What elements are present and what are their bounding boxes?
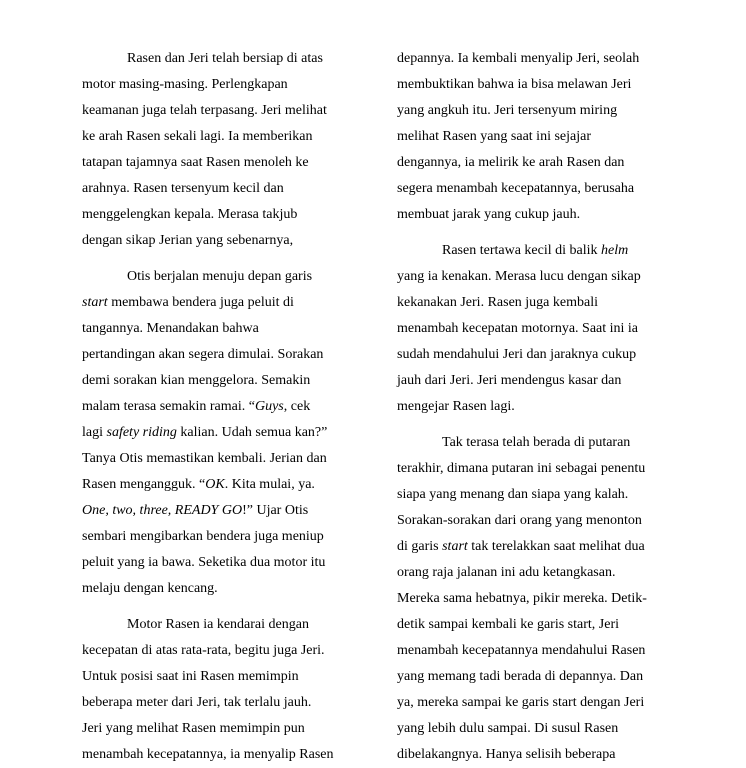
- text-run: membuktikan bahwa ia bisa melawan Jeri: [397, 77, 632, 92]
- text-line: [82, 638, 368, 664]
- text-run: arahnya. Rasen tersenyum kecil dan: [82, 181, 284, 196]
- text-run: menggelengkan kepala. Merasa takjub: [82, 207, 298, 222]
- text-line: [397, 534, 687, 560]
- text-line: [82, 472, 368, 498]
- text-run: kecepatan di atas rata-rata, begitu juga Jeri.: [82, 643, 325, 658]
- text-line: [82, 690, 368, 716]
- text-line: [82, 446, 368, 472]
- text-run: Untuk posisi saat ini Rasen memimpin: [82, 669, 299, 684]
- text-line: [82, 716, 368, 742]
- paragraph-gap: [82, 602, 368, 612]
- italic-text: Guys: [254, 399, 284, 414]
- text-line: [397, 742, 687, 768]
- text-run: Jeri yang melihat Rasen memimpin pun: [82, 721, 305, 736]
- text-line: [397, 560, 687, 586]
- text-run: demi sorakan kian menggelora. Semakin: [82, 373, 311, 388]
- text-run: mengejar Rasen lagi.: [397, 399, 515, 414]
- text-run: kalian. Udah semua kan?”: [176, 425, 328, 440]
- text-run: Rasen dan Jeri telah bersiap di atas: [127, 51, 323, 66]
- text-run: dibelakangnya. Hanya selisih beberapa: [397, 747, 616, 762]
- text-line: [397, 690, 687, 716]
- text-run: !” Ujar Otis: [242, 503, 309, 518]
- paragraph: [397, 238, 687, 420]
- text-run: Motor Rasen ia kendarai dengan: [127, 617, 309, 632]
- text-run: Rasen tertawa kecil di balik: [442, 243, 601, 258]
- text-run: jauh dari Jeri. Jeri mendengus kasar dan: [397, 373, 622, 388]
- text-run: siapa yang menang dan siapa yang kalah.: [397, 487, 629, 502]
- text-run: menambah kecepatannya, ia menyalip Rasen: [82, 747, 334, 762]
- right-column: [397, 46, 687, 768]
- text-run: Mereka sama hebatnya, pikir mereka. Detik-: [397, 591, 647, 606]
- text-line: [397, 316, 687, 342]
- text-line: [397, 202, 687, 228]
- text-line: [82, 342, 368, 368]
- text-run: lagi: [82, 425, 107, 440]
- text-line: [82, 150, 368, 176]
- text-run: malam terasa semakin ramai. “: [82, 399, 255, 414]
- text-run: yang memang tadi berada di depannya. Dan: [397, 669, 644, 684]
- italic-text: OK: [205, 477, 225, 492]
- text-line: [397, 368, 687, 394]
- text-run: tak terelakkan saat melihat dua: [467, 539, 645, 554]
- text-line: [397, 612, 687, 638]
- paragraph: [82, 264, 368, 602]
- text-line: [82, 228, 368, 254]
- text-line: [82, 612, 368, 638]
- text-line: [397, 46, 687, 72]
- text-run: sembari mengibarkan bendera juga meniup: [82, 529, 324, 544]
- text-run: Rasen mengangguk. “: [82, 477, 206, 492]
- text-run: terakhir, dimana putaran ini sebagai penentu: [397, 461, 646, 476]
- text-run: menambah kecepatan motornya. Saat ini ia: [397, 321, 639, 336]
- text-line: [82, 98, 368, 124]
- text-line: [82, 46, 368, 72]
- text-run: ke arah Rasen sekali lagi. Ia memberikan: [82, 129, 313, 144]
- text-line: [82, 202, 368, 228]
- text-run: detik sampai kembali ke garis start, Jeri: [397, 617, 619, 632]
- text-run: yang lebih dulu sampai. Di susul Rasen: [397, 721, 619, 736]
- text-line: [82, 316, 368, 342]
- text-run: segera menambah kecepatannya, berusaha: [397, 181, 635, 196]
- italic-text: start: [442, 539, 468, 554]
- text-line: [397, 238, 687, 264]
- text-run: pertandingan akan segera dimulai. Sorakan: [82, 347, 324, 362]
- text-run: membawa bendera juga peluit di: [107, 295, 294, 310]
- italic-text: One, two, three, READY GO: [82, 503, 243, 518]
- text-line: [82, 498, 368, 524]
- text-run: kekanakan Jeri. Rasen juga kembali: [397, 295, 598, 310]
- text-line: [397, 98, 687, 124]
- paragraph-gap: [397, 420, 687, 430]
- text-line: [82, 524, 368, 550]
- italic-text: start: [82, 295, 108, 310]
- text-line: [397, 482, 687, 508]
- text-run: orang raja jalanan ini adu ketangkasan.: [397, 565, 616, 580]
- paragraph: [82, 612, 368, 768]
- text-line: [82, 124, 368, 150]
- text-run: depannya. Ia kembali menyalip Jeri, seolah: [397, 51, 640, 66]
- text-line: [82, 290, 368, 316]
- text-line: [397, 176, 687, 202]
- text-line: [397, 716, 687, 742]
- text-line: [82, 176, 368, 202]
- paragraph: [397, 46, 687, 228]
- text-run: di garis: [397, 539, 443, 554]
- text-line: [397, 264, 687, 290]
- text-run: menambah kecepatannya mendahului Rasen: [397, 643, 646, 658]
- italic-text: safety riding: [106, 425, 177, 440]
- text-line: [397, 430, 687, 456]
- text-line: [397, 664, 687, 690]
- text-run: keamanan juga telah terpasang. Jeri melihat: [82, 103, 327, 118]
- text-line: [397, 290, 687, 316]
- paragraph: [82, 46, 368, 254]
- text-run: . Kita mulai, ya.: [224, 477, 315, 492]
- text-run: Tak terasa telah berada di putaran: [442, 435, 631, 450]
- text-line: [82, 742, 368, 768]
- text-line: [82, 72, 368, 98]
- text-run: yang angkuh itu. Jeri tersenyum miring: [397, 103, 618, 118]
- text-line: [397, 72, 687, 98]
- paragraph-gap: [397, 228, 687, 238]
- text-line: [397, 638, 687, 664]
- text-line: [82, 576, 368, 602]
- italic-text: helm: [601, 243, 629, 258]
- text-line: [397, 150, 687, 176]
- paragraph: [397, 430, 687, 768]
- text-run: peluit yang ia bawa. Seketika dua motor itu: [82, 555, 326, 570]
- text-run: sudah mendahului Jeri dan jaraknya cukup: [397, 347, 637, 362]
- text-run: dengannya, ia melirik ke arah Rasen dan: [397, 155, 625, 170]
- paragraph-gap: [82, 254, 368, 264]
- text-run: Otis berjalan menuju depan garis: [127, 269, 313, 284]
- text-line: [82, 664, 368, 690]
- text-run: tangannya. Menandakan bahwa: [82, 321, 259, 336]
- text-run: yang ia kenakan. Merasa lucu dengan sikap: [397, 269, 641, 284]
- text-run: tatapan tajamnya saat Rasen menoleh ke: [82, 155, 309, 170]
- text-run: Tanya Otis memastikan kembali. Jerian dan: [82, 451, 327, 466]
- text-line: [82, 264, 368, 290]
- text-line: [82, 368, 368, 394]
- text-line: [82, 394, 368, 420]
- text-run: membuat jarak yang cukup jauh.: [397, 207, 581, 222]
- text-line: [397, 586, 687, 612]
- text-line: [82, 550, 368, 576]
- text-run: beberapa meter dari Jeri, tak terlalu jauh.: [82, 695, 312, 710]
- text-line: [397, 394, 687, 420]
- text-line: [397, 508, 687, 534]
- text-run: , cek: [283, 399, 311, 414]
- text-run: melihat Rasen yang saat ini sejajar: [397, 129, 591, 144]
- left-column: [82, 46, 368, 768]
- text-run: dengan sikap Jerian yang sebenarnya,: [82, 233, 294, 248]
- text-run: melaju dengan kencang.: [82, 581, 218, 596]
- text-line: [397, 456, 687, 482]
- text-run: Sorakan-sorakan dari orang yang menonton: [397, 513, 642, 528]
- text-run: ya, mereka sampai ke garis start dengan Jeri: [397, 695, 645, 710]
- text-line: [397, 342, 687, 368]
- text-line: [82, 420, 368, 446]
- text-run: motor masing-masing. Perlengkapan: [82, 77, 288, 92]
- text-line: [397, 124, 687, 150]
